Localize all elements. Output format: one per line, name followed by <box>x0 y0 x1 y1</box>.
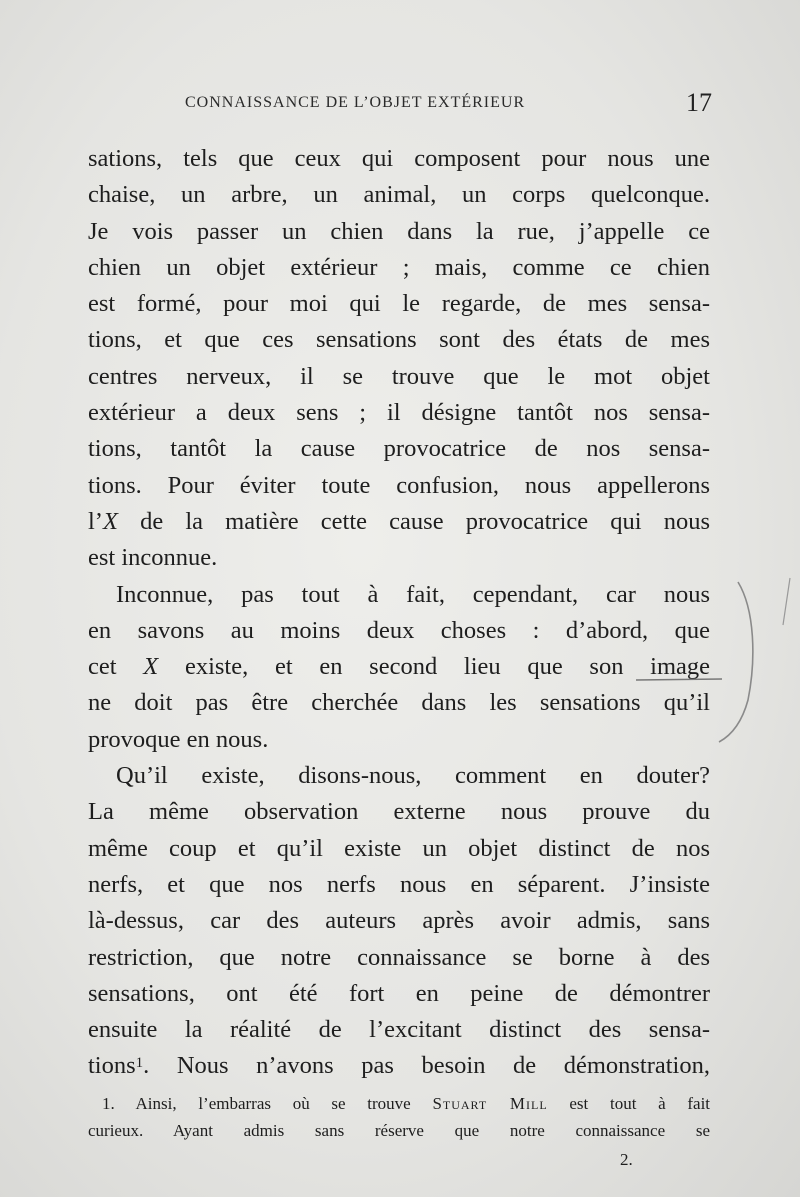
text-line: restriction, que notre connaissance se borne à des <box>88 943 710 971</box>
paragraph-start-line: Inconnue, pas tout à fait, cependant, car nous <box>116 580 710 608</box>
running-title: CONNAISSANCE DE L’OBJET EXTÉRIEUR <box>185 94 526 111</box>
text-fragment: de la matière cette cause provocatrice qui nous <box>140 507 711 535</box>
italic-x: X <box>102 507 118 535</box>
text-line: ensuite la réalité de l’excitant distinct des sensa- <box>88 1016 710 1044</box>
text-line: même coup et qu’il existe un objet distinct de nos <box>88 834 710 862</box>
footnote-text: est tout à fait <box>569 1094 711 1113</box>
text-line: extérieur a deux sens ; il désigne tantôt nos sensa- <box>88 399 710 427</box>
text-line: tions, tantôt la cause provocatrice de nos sensa- <box>88 435 710 463</box>
text-fragment: cet <box>88 653 117 681</box>
pencil-bracket <box>719 582 753 742</box>
text-fragment: tions <box>88 1052 136 1080</box>
text-line: tions, et que ces sensations sont des états de mes <box>88 326 710 354</box>
text-line: centres nerveux, il se trouve que le mot objet <box>88 362 710 390</box>
footnote-author: Stuart Mill <box>432 1094 548 1113</box>
footnote-line: curieux. Ayant admis sans réserve que notre connaissance se <box>88 1121 710 1140</box>
text-line: Je vois passer un chien dans la rue, j’appelle ce <box>88 217 710 245</box>
pencil-underline <box>636 679 722 680</box>
text-line: sations, tels que ceux qui composent pour nous une <box>88 145 710 172</box>
signature-mark: 2. <box>620 1150 633 1169</box>
text-line: là-dessus, car des auteurs après avoir admis, sans <box>88 907 710 935</box>
footnote-number: 1. <box>102 1094 115 1113</box>
text-line: chien un objet extérieur ; mais, comme ce chien <box>88 253 710 281</box>
paragraph-start-line: Qu’il existe, disons-nous, comment en douter? <box>116 762 710 790</box>
text-line: nerfs, et que nos nerfs nous en séparent. J’insiste <box>88 870 710 898</box>
text-fragment: existe, et en second lieu que son image <box>184 653 711 681</box>
text-line: est inconnue. <box>88 544 218 572</box>
text-line: est formé, pour moi qui le regarde, de mes sensa- <box>88 290 710 318</box>
text-fragment: l’ <box>88 507 103 535</box>
text-line: ne doit pas être cherchée dans les sensations qu’il <box>88 689 710 717</box>
footnote-reference[interactable]: 1 <box>135 1055 144 1072</box>
text-line: La même observation externe nous prouve du <box>88 798 710 826</box>
text-line: sensations, ont été fort en peine de démontrer <box>88 979 710 1007</box>
text-line: tions. Pour éviter toute confusion, nous appellerons <box>88 471 710 499</box>
text-line: en savons au moins deux choses : d’abord, que <box>88 616 710 644</box>
footnote-text: Ainsi, l’embarras où se trouve <box>135 1094 411 1113</box>
pencil-margin-stroke <box>783 578 790 625</box>
text-line: chaise, un arbre, un animal, un corps quelconque. <box>88 181 710 209</box>
italic-x: X <box>143 653 159 681</box>
page-number: 17 <box>686 88 712 117</box>
text-fragment: . Nous n’avons pas besoin de démonstration, <box>143 1052 710 1080</box>
text-line: provoque en nous. <box>88 725 269 753</box>
